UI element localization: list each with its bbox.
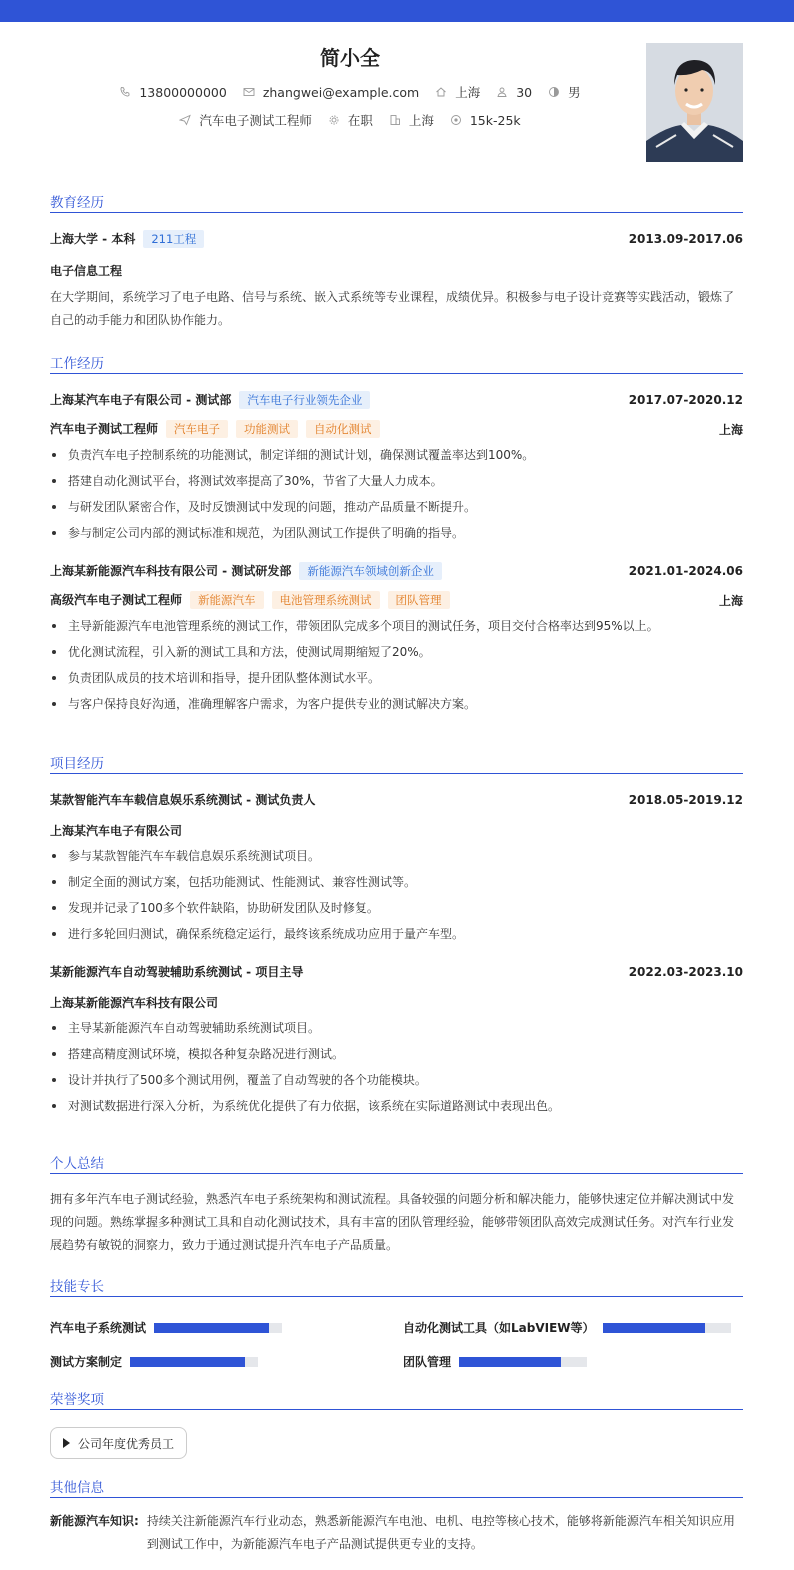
job-entry	[50, 562, 743, 717]
education-desc: 在大学期间，系统学习了电子电路、信号与系统、嵌入式系统等专业课程，成绩优异。积极参与电子设计竞赛等实践活动，锻炼了自己的动手能力和团队协作能力。	[50, 290, 735, 327]
skill-tag: 汽车电子	[166, 420, 228, 438]
list-item: 主导某新能源汽车自动驾驶辅助系统测试项目。	[50, 1015, 743, 1041]
city-text: 上海	[455, 85, 481, 100]
honors-section	[50, 1390, 743, 1460]
company-name: 上海某汽车电子有限公司 - 测试部	[50, 393, 232, 407]
skill-item	[403, 1319, 731, 1336]
award-item[interactable]	[50, 1427, 187, 1459]
salary-item	[450, 113, 521, 128]
salary-text: 15k-25k	[469, 112, 521, 128]
gender-text: 男	[568, 85, 581, 100]
list-item: 负责汽车电子控制系统的功能测试，制定详细的测试计划，确保测试覆盖率达到100%。	[50, 442, 743, 468]
summary-text: 拥有多年汽车电子测试经验，熟悉汽车电子系统架构和测试流程。具备较强的问题分析和解决能力，能够快速定位并解决测试中发现的问题。熟练掌握多种测试工具和自动化测试技术，具有丰富的团队管理经验，能够带领团队高效完成测试任务。对汽车行业发展趋势有敏锐的洞察力，致力于通过测试提升汽车电子产品质量。	[50, 1192, 735, 1252]
position-text: 汽车电子测试工程师	[199, 113, 312, 128]
skill-item	[403, 1353, 587, 1370]
skill-name: 团队管理	[403, 1355, 452, 1369]
section-title: 教育经历	[50, 193, 743, 213]
mail-icon	[243, 86, 255, 98]
skill-bar	[459, 1357, 587, 1367]
resume-page	[50, 22, 743, 1551]
company-tag: 新能源汽车领域创新企业	[299, 562, 442, 580]
gear-icon	[328, 114, 340, 126]
school-name: 上海大学 - 本科	[50, 232, 136, 246]
skill-bar-fill	[459, 1357, 561, 1367]
email-item	[243, 85, 419, 100]
skill-tag: 新能源汽车	[190, 591, 264, 609]
project-header	[50, 791, 743, 808]
age-item	[496, 85, 532, 100]
skill-tag: 团队管理	[388, 591, 450, 609]
company-tag: 汽车电子行业领先企业	[239, 391, 370, 409]
project-name: 某新能源汽车自动驾驶辅助系统测试 - 项目主导	[50, 965, 304, 979]
job-city: 上海	[718, 593, 743, 608]
list-item: 优化测试流程，引入新的测试工具和方法，使测试周期缩短了20%。	[50, 639, 743, 665]
project-entry	[50, 963, 743, 1119]
work-city-item	[389, 111, 434, 129]
section-title: 其他信息	[50, 1478, 743, 1498]
skill-bar	[154, 1323, 282, 1333]
skill-item	[50, 1353, 258, 1370]
job-role: 汽车电子测试工程师	[50, 422, 159, 436]
company-line	[50, 391, 370, 409]
job-role: 高级汽车电子测试工程师	[50, 593, 183, 607]
status-item	[328, 111, 373, 129]
other-label: 新能源汽车知识:	[50, 1514, 139, 1528]
other-item	[50, 1510, 743, 1556]
job-bullets	[50, 442, 743, 546]
city-item	[435, 83, 480, 101]
gender-icon	[548, 86, 560, 98]
summary-section	[50, 1154, 743, 1257]
phone-text: 13800000000	[139, 84, 227, 100]
company-line	[50, 562, 442, 580]
position-item	[179, 111, 312, 129]
section-title: 工作经历	[50, 354, 743, 374]
job-date: 2021.01-2024.06	[628, 564, 743, 578]
job-role-row	[50, 591, 743, 609]
profile-photo	[646, 43, 743, 162]
list-item: 参与制定公司内部的测试标准和规范，为团队测试工作提供了明确的指导。	[50, 520, 743, 546]
job-header	[50, 391, 743, 409]
project-name: 某款智能汽车车载信息娱乐系统测试 - 测试负责人	[50, 793, 316, 807]
skill-name: 自动化测试工具（如LabVIEW等）	[403, 1321, 595, 1335]
resume-header	[50, 22, 743, 172]
job-role-row	[50, 420, 743, 438]
list-item: 主导新能源汽车电池管理系统的测试工作，带领团队完成多个项目的测试任务，项目交付合格率达到95%以上。	[50, 613, 743, 639]
skill-bar	[130, 1357, 258, 1367]
education-date: 2013.09-2017.06	[628, 232, 743, 246]
list-item: 制定全面的测试方案，包括功能测试、性能测试、兼容性测试等。	[50, 869, 743, 895]
skill-name: 测试方案制定	[50, 1355, 123, 1369]
skill-item	[50, 1319, 282, 1336]
job-header	[50, 562, 743, 580]
candidate-name: 简小全	[320, 46, 380, 70]
skill-bar	[603, 1323, 731, 1333]
project-date: 2018.05-2019.12	[628, 792, 743, 807]
project-header	[50, 963, 743, 980]
list-item: 搭建自动化测试平台，将测试效率提高了30%，节省了大量人力成本。	[50, 468, 743, 494]
skill-bar-fill	[154, 1323, 269, 1333]
person-icon	[496, 86, 508, 98]
education-section	[50, 193, 743, 332]
email-text: zhangwei@example.com	[262, 84, 420, 100]
list-item: 负责团队成员的技术培训和指导，提升团队整体测试水平。	[50, 665, 743, 691]
project-company: 上海某汽车电子有限公司	[50, 824, 183, 838]
coin-icon	[450, 114, 462, 126]
role-line	[50, 420, 380, 438]
skill-bar-fill	[603, 1323, 705, 1333]
project-date: 2022.03-2023.10	[628, 964, 743, 979]
school-line	[50, 230, 204, 248]
school-tag: 211工程	[143, 230, 204, 248]
major: 电子信息工程	[50, 264, 123, 278]
list-item: 设计并执行了500多个测试用例，覆盖了自动驾驶的各个功能模块。	[50, 1067, 743, 1093]
skill-tag: 电池管理系统测试	[272, 591, 380, 609]
project-bullets	[50, 1015, 743, 1119]
send-icon	[179, 114, 191, 126]
home-icon	[435, 86, 447, 98]
list-item: 搭建高精度测试环境，模拟各种复杂路况进行测试。	[50, 1041, 743, 1067]
skill-tag: 自动化测试	[306, 420, 380, 438]
skill-name: 汽车电子系统测试	[50, 1321, 147, 1335]
list-item: 发现并记录了100多个软件缺陷，协助研发团队及时修复。	[50, 895, 743, 921]
job-intent-row	[50, 111, 650, 129]
section-title: 项目经历	[50, 754, 743, 774]
job-date: 2017.07-2020.12	[628, 393, 743, 407]
age-text: 30	[516, 84, 533, 100]
section-title: 个人总结	[50, 1154, 743, 1174]
education-header	[50, 230, 743, 248]
contact-row	[50, 83, 650, 101]
building-icon	[389, 114, 401, 126]
list-item: 与研发团队紧密合作，及时反馈测试中发现的问题，推动产品质量不断提升。	[50, 494, 743, 520]
other-section	[50, 1478, 743, 1556]
project-entry	[50, 791, 743, 947]
job-bullets	[50, 613, 743, 717]
status-text: 在职	[347, 113, 373, 128]
award-text: 公司年度优秀员工	[78, 1436, 175, 1451]
company-name: 上海某新能源汽车科技有限公司 - 测试研发部	[50, 564, 292, 578]
gender-item	[548, 83, 581, 101]
list-item: 对测试数据进行深入分析，为系统优化提供了有力依据，该系统在实际道路测试中表现出色。	[50, 1093, 743, 1119]
role-line	[50, 591, 450, 609]
phone-icon	[119, 86, 131, 98]
other-text: 持续关注新能源汽车行业动态，熟悉新能源汽车电池、电机、电控等核心技术，能够将新能源汽车相关知识应用到测试工作中，为新能源汽车电子产品测试提供更专业的支持。	[146, 1514, 735, 1551]
section-title: 技能专长	[50, 1277, 743, 1297]
work-section	[50, 354, 743, 717]
caret-right-icon	[63, 1438, 70, 1448]
work-city-text: 上海	[408, 113, 434, 128]
list-item: 与客户保持良好沟通，准确理解客户需求，为客户提供专业的测试解决方案。	[50, 691, 743, 717]
list-item: 参与某款智能汽车车载信息娱乐系统测试项目。	[50, 843, 743, 869]
skills-section	[50, 1277, 743, 1377]
project-bullets	[50, 843, 743, 947]
job-city: 上海	[718, 422, 743, 437]
skill-bar-fill	[130, 1357, 245, 1367]
top-accent-bar	[0, 0, 794, 22]
job-entry	[50, 391, 743, 546]
section-title: 荣誉奖项	[50, 1390, 743, 1410]
list-item: 进行多轮回归测试，确保系统稳定运行，最终该系统成功应用于量产车型。	[50, 921, 743, 947]
skill-tag: 功能测试	[236, 420, 298, 438]
projects-section	[50, 754, 743, 1119]
phone-item	[119, 85, 226, 100]
project-company: 上海某新能源汽车科技有限公司	[50, 996, 219, 1010]
